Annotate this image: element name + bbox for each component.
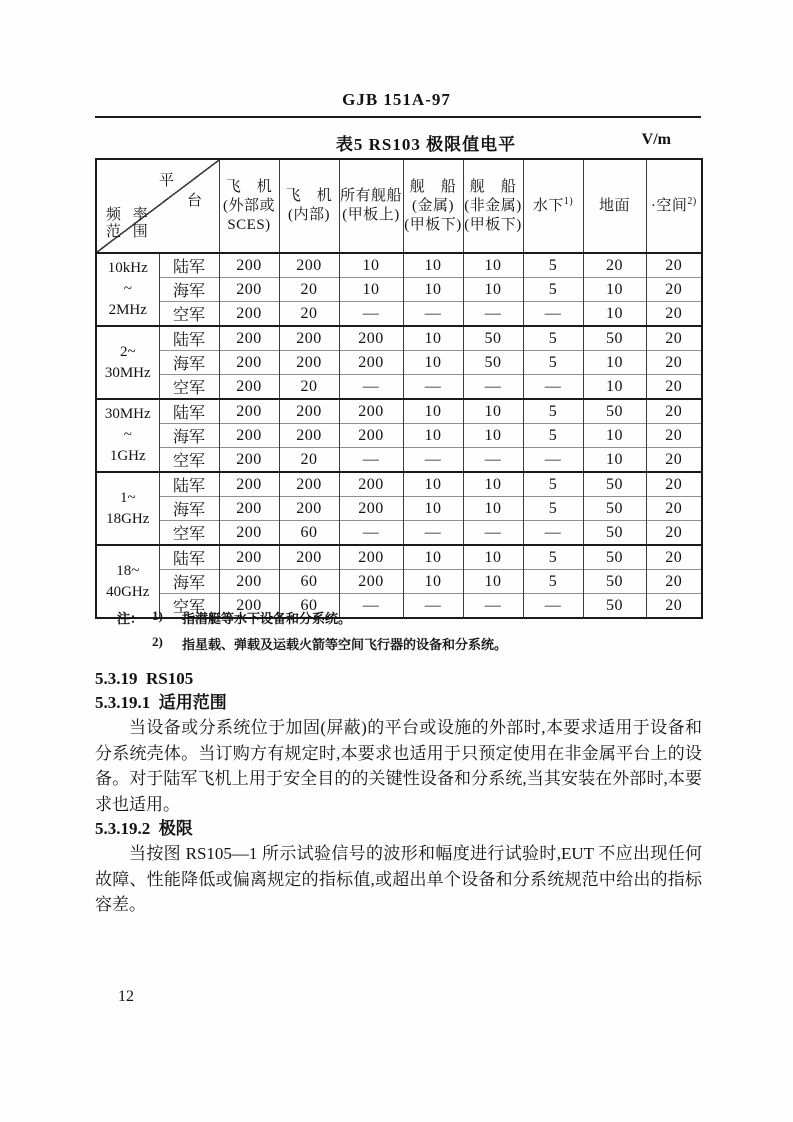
table-row xyxy=(96,351,702,375)
limit-value-cell: 200 xyxy=(279,424,339,448)
service-branch-cell: 陆军 xyxy=(159,253,219,278)
limit-value-cell: — xyxy=(403,521,463,546)
limit-value-cell: — xyxy=(523,375,583,400)
table-row xyxy=(96,302,702,327)
limit-value-cell: 20 xyxy=(279,278,339,302)
limit-value-cell: 200 xyxy=(219,448,279,473)
column-header: 舰 船 (非金属) (甲板下) xyxy=(463,159,523,253)
limit-value-cell: 10 xyxy=(403,399,463,424)
limit-value-cell: 200 xyxy=(219,472,279,497)
limit-value-cell: 20 xyxy=(279,448,339,473)
limit-value-cell: 10 xyxy=(463,399,523,424)
limit-value-cell: 200 xyxy=(219,594,279,619)
limit-value-cell: 50 xyxy=(463,326,523,351)
limit-value-cell: 20 xyxy=(646,472,702,497)
limit-value-cell: 10 xyxy=(583,278,646,302)
limit-value-cell: 200 xyxy=(339,570,403,594)
limit-value-cell: 200 xyxy=(279,326,339,351)
limit-value-cell: 200 xyxy=(339,399,403,424)
table-row xyxy=(96,472,702,497)
limit-value-cell: 200 xyxy=(339,424,403,448)
service-branch-cell: 海军 xyxy=(159,351,219,375)
limit-value-cell: 20 xyxy=(646,448,702,473)
limit-value-cell: 200 xyxy=(339,351,403,375)
limit-value-cell: — xyxy=(463,594,523,619)
table-row xyxy=(96,253,702,278)
limit-value-cell: 200 xyxy=(279,497,339,521)
note-label: 注： xyxy=(117,611,144,626)
limit-value-cell: 5 xyxy=(523,472,583,497)
limit-value-cell: — xyxy=(463,448,523,473)
limit-value-cell: 10 xyxy=(583,351,646,375)
table-row xyxy=(96,278,702,302)
limit-value-cell: — xyxy=(339,375,403,400)
limit-value-cell: — xyxy=(339,594,403,619)
limit-value-cell: 10 xyxy=(583,424,646,448)
column-header: 飞 机 (外部或 SCES) xyxy=(219,159,279,253)
limit-value-cell: 200 xyxy=(279,351,339,375)
limit-value-cell: 10 xyxy=(463,497,523,521)
limit-value-cell: — xyxy=(403,375,463,400)
service-branch-cell: 海军 xyxy=(159,570,219,594)
limit-value-cell: 5 xyxy=(523,570,583,594)
limit-value-cell: — xyxy=(523,594,583,619)
note-marker: 2) xyxy=(152,634,163,649)
service-branch-cell: 海军 xyxy=(159,278,219,302)
frequency-range-cell: 10kHz ~ 2MHz xyxy=(96,253,159,326)
limit-value-cell: — xyxy=(403,302,463,327)
column-header: 地面 xyxy=(583,159,646,253)
limit-value-cell: 200 xyxy=(219,326,279,351)
rs103-limits-table xyxy=(95,158,703,619)
limit-value-cell: 5 xyxy=(523,278,583,302)
section-heading-limit: 5.3.19.2 极限 xyxy=(95,819,193,838)
limit-value-cell: — xyxy=(523,448,583,473)
doc-number: GJB 151A-97 xyxy=(342,90,451,109)
corner-platform-label: 台 xyxy=(187,193,203,209)
table-caption: 表5 RS103 极限值电平 xyxy=(335,135,517,154)
limit-value-cell: 10 xyxy=(339,253,403,278)
limit-value-cell: 200 xyxy=(219,570,279,594)
note-text: 指潜艇等水下设备和分系统。 xyxy=(182,611,352,626)
limit-value-cell: 50 xyxy=(583,399,646,424)
frequency-range-cell: 18~ 40GHz xyxy=(96,545,159,618)
limit-value-cell: 5 xyxy=(523,424,583,448)
service-branch-cell: 海军 xyxy=(159,497,219,521)
limit-value-cell: 20 xyxy=(646,594,702,619)
service-branch-cell: 陆军 xyxy=(159,399,219,424)
service-branch-cell: 空军 xyxy=(159,594,219,619)
scope-paragraph: 当设备或分系统位于加固(屏蔽)的平台或设施的外部时,本要求适用于设备和分系统壳体。当订购方有规定时,本要求也适用于只预定使用在非金属平台上的设备。对于陆军飞机上用于安全目的的关键性设备和分系统,当其安装在外部时,本要求也适用。 xyxy=(95,718,702,814)
limit-paragraph: 当按图 RS105—1 所示试验信号的波形和幅度进行试验时,EUT 不应出现任何故障、性能降低或偏离规定的指标值,或超出单个设备和分系统规范中给出的指标容差。 xyxy=(95,844,702,914)
limit-value-cell: 50 xyxy=(583,594,646,619)
table-note xyxy=(117,634,507,653)
limit-value-cell: 200 xyxy=(219,497,279,521)
limit-value-cell: 5 xyxy=(523,326,583,351)
limit-value-cell: 20 xyxy=(583,253,646,278)
limit-value-cell: 50 xyxy=(583,521,646,546)
limit-value-cell: 10 xyxy=(403,326,463,351)
limit-value-cell: 10 xyxy=(403,253,463,278)
table-row xyxy=(96,521,702,546)
service-branch-cell: 陆军 xyxy=(159,545,219,570)
service-branch-cell: 空军 xyxy=(159,375,219,400)
limit-value-cell: 10 xyxy=(463,253,523,278)
limit-value-cell: — xyxy=(403,448,463,473)
corner-platform-label: 平 xyxy=(159,173,175,189)
service-branch-cell: 空军 xyxy=(159,302,219,327)
limit-value-cell: 50 xyxy=(583,326,646,351)
limit-value-cell: 10 xyxy=(583,375,646,400)
limit-value-cell: 5 xyxy=(523,545,583,570)
limit-value-cell: 5 xyxy=(523,497,583,521)
limit-value-cell: 20 xyxy=(646,326,702,351)
table-unit: V/m xyxy=(641,131,671,148)
limit-value-cell: 10 xyxy=(403,497,463,521)
limit-value-cell: 200 xyxy=(339,545,403,570)
table-notes xyxy=(117,608,507,660)
limit-value-cell: 50 xyxy=(583,545,646,570)
table-row xyxy=(96,326,702,351)
limit-value-cell: 200 xyxy=(279,253,339,278)
frequency-range-cell: 2~ 30MHz xyxy=(96,326,159,399)
limit-value-cell: 10 xyxy=(463,570,523,594)
service-branch-cell: 陆军 xyxy=(159,326,219,351)
limit-value-cell: 200 xyxy=(219,521,279,546)
table-row xyxy=(96,424,702,448)
limit-value-cell: 200 xyxy=(339,326,403,351)
table-row xyxy=(96,448,702,473)
limit-value-cell: 20 xyxy=(646,545,702,570)
limit-value-cell: — xyxy=(339,521,403,546)
limit-value-cell: — xyxy=(339,302,403,327)
service-branch-cell: 陆军 xyxy=(159,472,219,497)
limit-value-cell: 10 xyxy=(339,278,403,302)
limit-value-cell: 20 xyxy=(646,570,702,594)
limit-value-cell: 10 xyxy=(403,545,463,570)
limit-value-cell: 50 xyxy=(583,570,646,594)
limit-value-cell: 20 xyxy=(646,253,702,278)
frequency-range-cell: 30MHz ~ 1GHz xyxy=(96,399,159,472)
limit-value-cell: 200 xyxy=(219,253,279,278)
column-header: 所有舰船 (甲板上) xyxy=(339,159,403,253)
limit-value-cell: 10 xyxy=(463,424,523,448)
limit-value-cell: 5 xyxy=(523,399,583,424)
limit-value-cell: 60 xyxy=(279,570,339,594)
limit-value-cell: 10 xyxy=(403,424,463,448)
limit-value-cell: 5 xyxy=(523,253,583,278)
limit-value-cell: 10 xyxy=(583,448,646,473)
section-heading-scope: 5.3.19.1 适用范围 xyxy=(95,693,227,712)
table-row xyxy=(96,570,702,594)
limit-value-cell: — xyxy=(523,302,583,327)
page-number: 12 xyxy=(118,988,134,1005)
limit-value-cell: — xyxy=(523,521,583,546)
limit-value-cell: — xyxy=(403,594,463,619)
limit-value-cell: 20 xyxy=(646,351,702,375)
table-note xyxy=(117,608,507,627)
limit-value-cell: 20 xyxy=(646,399,702,424)
limit-value-cell: 50 xyxy=(463,351,523,375)
limit-value-cell: — xyxy=(463,375,523,400)
limit-value-cell: 10 xyxy=(463,545,523,570)
limit-value-cell: 20 xyxy=(646,497,702,521)
table-row xyxy=(96,545,702,570)
limit-value-cell: 10 xyxy=(463,472,523,497)
limit-value-cell: 200 xyxy=(279,399,339,424)
service-branch-cell: 空军 xyxy=(159,521,219,546)
table-row xyxy=(96,375,702,400)
body-content xyxy=(95,667,702,918)
table-corner-platform-frequency xyxy=(96,159,219,253)
section-heading-rs105: 5.3.19 RS105 xyxy=(95,669,194,688)
service-branch-cell: 海军 xyxy=(159,424,219,448)
limit-value-cell: 200 xyxy=(219,424,279,448)
limit-value-cell: 20 xyxy=(279,375,339,400)
table-row xyxy=(96,399,702,424)
limit-value-cell: 10 xyxy=(403,278,463,302)
limit-value-cell: 200 xyxy=(339,497,403,521)
limit-value-cell: 200 xyxy=(219,302,279,327)
note-label xyxy=(117,634,152,653)
limit-value-cell: 200 xyxy=(339,472,403,497)
frequency-range-cell: 1~ 18GHz xyxy=(96,472,159,545)
limit-value-cell: 10 xyxy=(583,302,646,327)
corner-frequency-label: 频 率 xyxy=(106,207,152,223)
column-header: 飞 机 (内部) xyxy=(279,159,339,253)
limit-value-cell: 10 xyxy=(403,472,463,497)
column-header: ·空间$^{2)}$ xyxy=(646,159,702,253)
limit-value-cell: 200 xyxy=(219,399,279,424)
limit-value-cell: — xyxy=(463,521,523,546)
limit-value-cell: 20 xyxy=(646,521,702,546)
limit-value-cell: 10 xyxy=(403,570,463,594)
limit-value-cell: 5 xyxy=(523,351,583,375)
limit-value-cell: — xyxy=(463,302,523,327)
table-row xyxy=(96,497,702,521)
limit-value-cell: 200 xyxy=(219,351,279,375)
limit-value-cell: — xyxy=(339,448,403,473)
limit-value-cell: 50 xyxy=(583,497,646,521)
limit-value-cell: 200 xyxy=(219,278,279,302)
limit-value-cell: 200 xyxy=(279,472,339,497)
corner-frequency-label: 范 围 xyxy=(106,224,152,240)
limit-value-cell: 20 xyxy=(279,302,339,327)
limit-value-cell: 200 xyxy=(279,545,339,570)
note-marker: 1) xyxy=(152,608,163,623)
limit-value-cell: 50 xyxy=(583,472,646,497)
limit-value-cell: 20 xyxy=(646,278,702,302)
limit-value-cell: 60 xyxy=(279,594,339,619)
limit-value-cell: 20 xyxy=(646,375,702,400)
limit-value-cell: 200 xyxy=(219,375,279,400)
limit-value-cell: 10 xyxy=(403,351,463,375)
table-caption-row xyxy=(95,130,701,154)
limit-value-cell: 20 xyxy=(646,424,702,448)
limit-value-cell: 200 xyxy=(219,545,279,570)
limit-value-cell: 10 xyxy=(463,278,523,302)
header-rule xyxy=(95,116,701,118)
limit-value-cell: 20 xyxy=(646,302,702,327)
column-header: 水下$^{1)}$ xyxy=(523,159,583,253)
note-text: 指星载、弹载及运载火箭等空间飞行器的设备和分系统。 xyxy=(182,637,508,652)
limit-value-cell: 60 xyxy=(279,521,339,546)
column-header: 舰 船 (金属) (甲板下) xyxy=(403,159,463,253)
service-branch-cell: 空军 xyxy=(159,448,219,473)
